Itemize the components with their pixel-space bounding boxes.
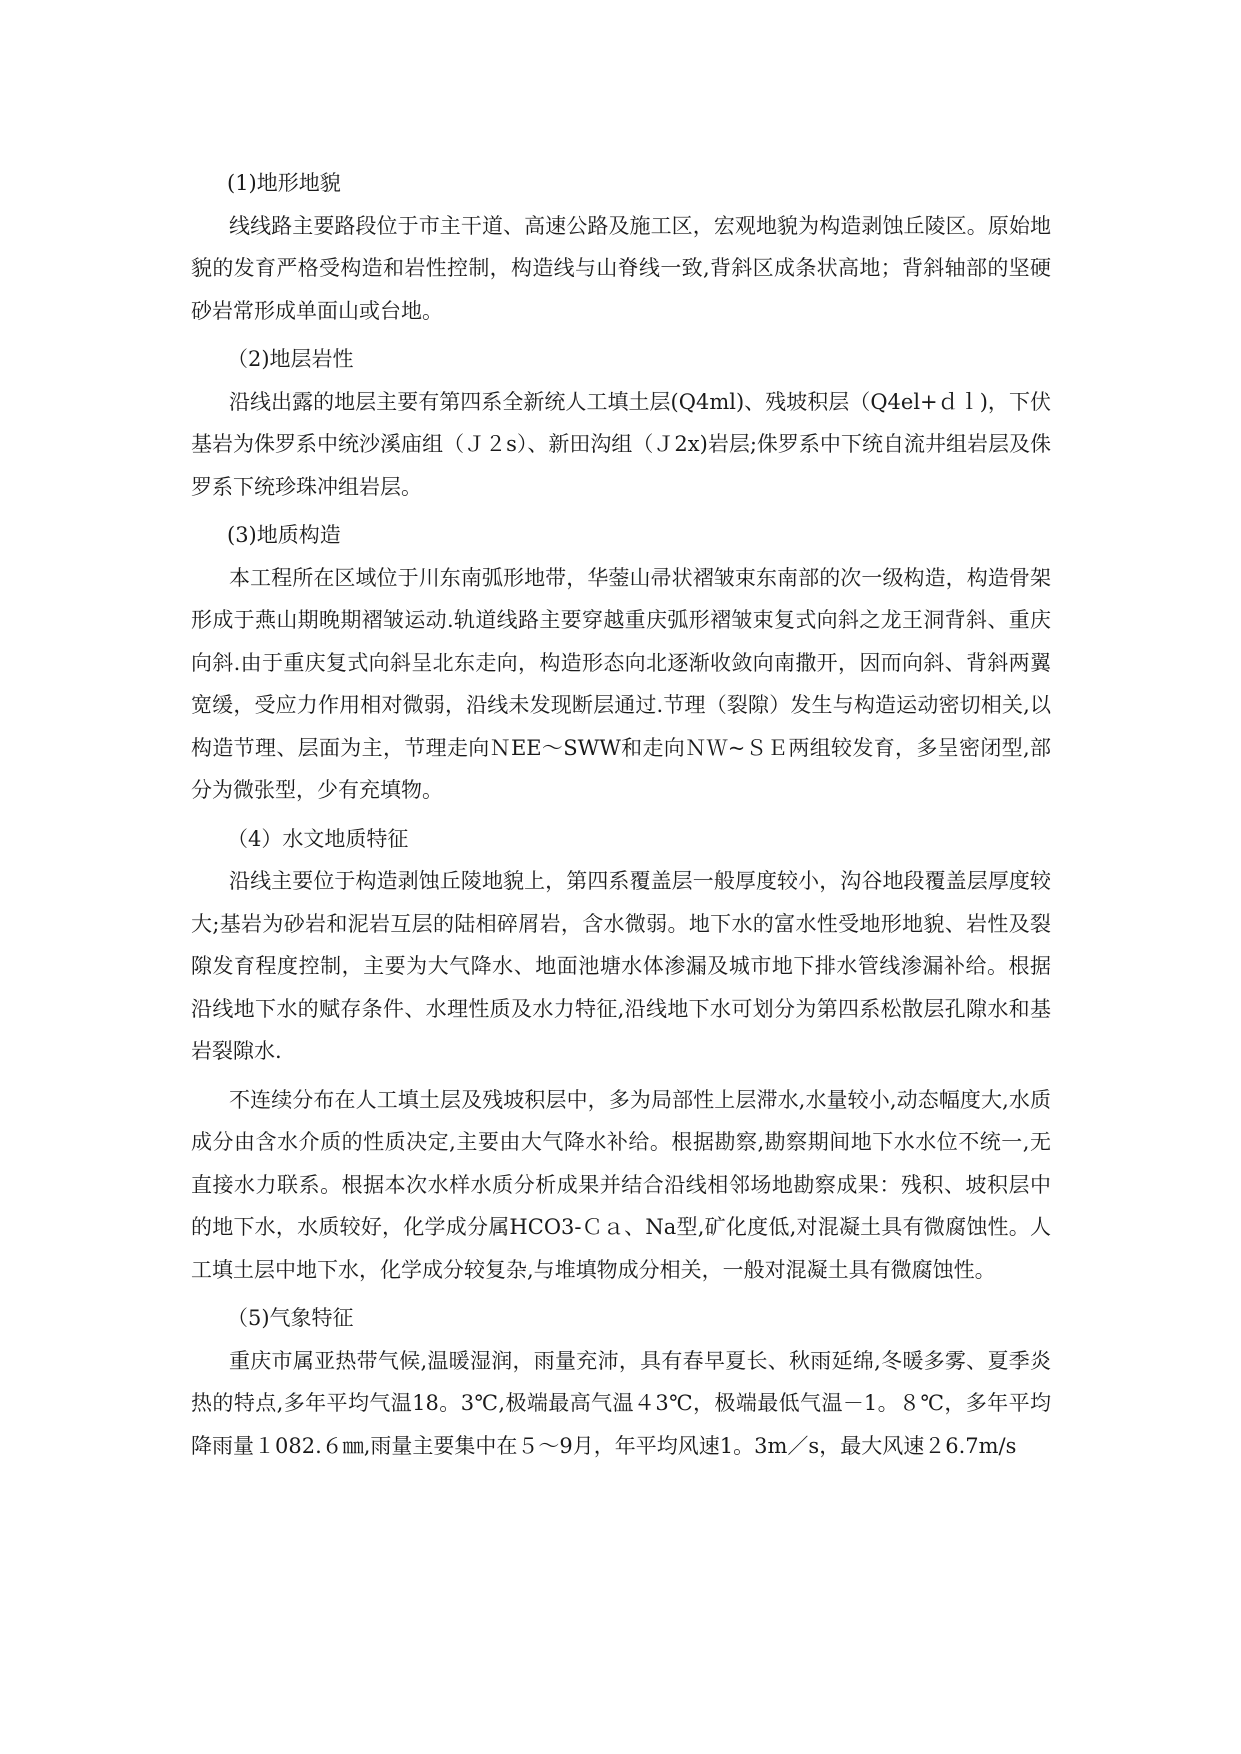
paragraph-landform: 线线路主要路段位于市主干道、高速公路及施工区，宏观地貌为构造剥蚀丘陵区。原始地貌的发育严格受构造和岩性控制，构造线与山脊线一致,背斜区成条状高地；背斜轴部的坚硬砂岩常形成单面山或台地。 — [191, 213, 1051, 323]
section-heading-landform: (1)地形地貌 — [227, 171, 341, 195]
section-heading-hydrogeology: （4）水文地质特征 — [227, 826, 409, 851]
section-heading-geologic-structure: (3)地质构造 — [227, 523, 341, 547]
section-heading-stratum: （2)地层岩性 — [227, 347, 354, 371]
paragraph-hydrogeology-1: 沿线主要位于构造剥蚀丘陵地貌上，第四系覆盖层一般厚度较小，沟谷地段覆盖层厚度较大;基岩为砂岩和泥岩互层的陆相碎屑岩，含水微弱。地下水的富水性受地形地貌、岩性及裂隙发育程度控制，主要为大气降水、地面池塘水体渗漏及城市地下排水管线渗漏补给。根据沿线地下水的赋存条件、水理性质及水力特征,沿线地下水可划分为第四系松散层孔隙水和基岩裂隙水. — [191, 869, 1051, 1063]
paragraph-stratum: 沿线出露的地层主要有第四系全新统人工填土层(Q4ml)、残坡积层（Q4el+ｄｌ)，下伏基岩为侏罗系中统沙溪庙组（Ｊ２s）、新田沟组（Ｊ2x)岩层;侏罗系中下统自流井组岩层及侏罗系下统珍珠冲组岩层。 — [191, 389, 1051, 499]
paragraph-geologic-structure: 本工程所在区域位于川东南弧形地带，华蓥山帚状褶皱束东南部的次一级构造，构造骨架形成于燕山期晚期褶皱运动.轨道线路主要穿越重庆弧形褶皱束复式向斜之龙王洞背斜、重庆向斜.由于重庆复式向斜呈北东走向，构造形态向北逐渐收敛向南撒开，因而向斜、背斜两翼宽缓，受应力作用相对微弱，沿线未发现断层通过.节理（裂隙）发生与构造运动密切相关,以构造节理、层面为主，节理走向ＮEE～SWW和走向ＮＷ~ＳＥ两组较发育，多呈密闭型,部分为微张型，少有充填物。 — [191, 565, 1051, 802]
paragraph-climate: 重庆市属亚热带气候,温暖湿润，雨量充沛，具有春早夏长、秋雨延绵,冬暖多雾、夏季炎热的特点,多年平均气温18。3℃,极端最高气温４3℃，极端最低气温－1。８℃，多年平均降雨量１082.６㎜,雨量主要集中在５～9月，年平均风速1。3m／s，最大风速２6.7m/s — [191, 1348, 1051, 1458]
paragraph-hydrogeology-2: 不连续分布在人工填土层及残坡积层中，多为局部性上层滞水,水量较小,动态幅度大,水质成分由含水介质的性质决定,主要由大气降水补给。根据勘察,勘察期间地下水水位不统一,无直接水力联系。根据本次水样水质分析成果并结合沿线相邻场地勘察成果：残积、坡积层中的地下水，水质较好，化学成分属HCO3-Ｃａ、Na型,矿化度低,对混凝土具有微腐蚀性。人工填土层中地下水，化学成分较复杂,与堆填物成分相关，一般对混凝土具有微腐蚀性。 — [191, 1087, 1051, 1282]
document-body — [191, 162, 1051, 1467]
section-heading-climate: （5)气象特征 — [227, 1306, 354, 1330]
